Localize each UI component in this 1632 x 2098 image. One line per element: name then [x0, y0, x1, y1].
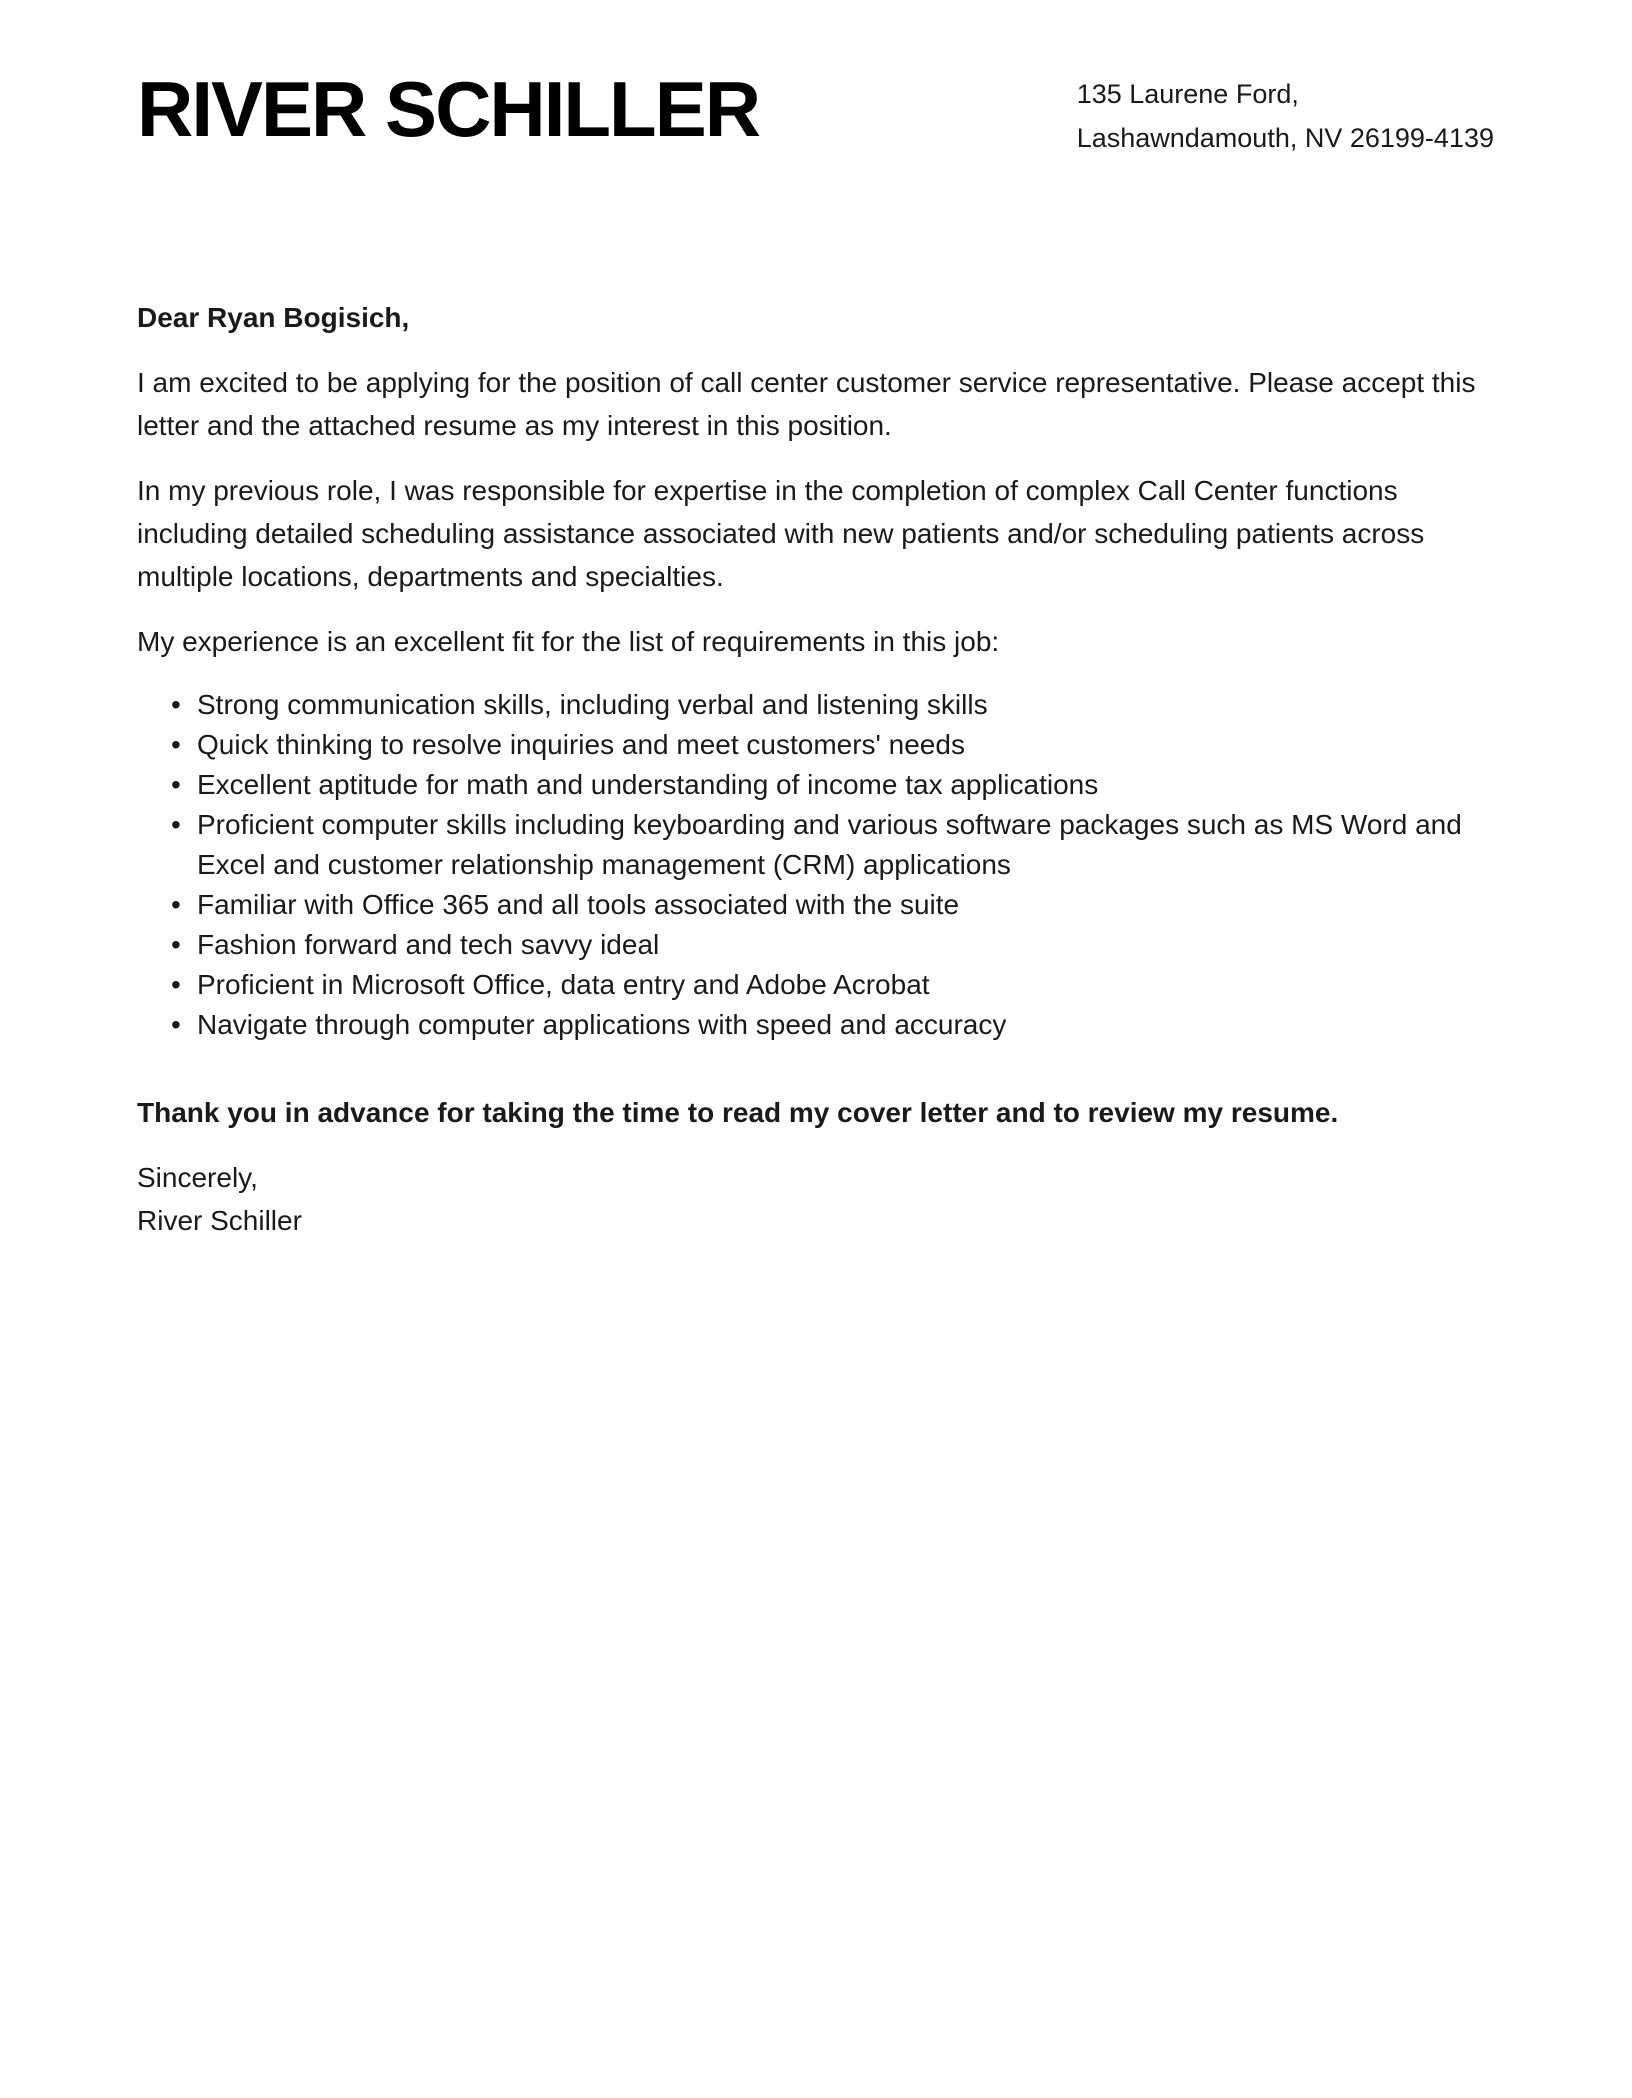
paragraph-intro: I am excited to be applying for the position of call center customer service representative. Please accept this letter and the attached resume as my interest in this position.	[137, 367, 1476, 441]
paragraph-previous-role: In my previous role, I was responsible for expertise in the completion of complex Call Center functions including detailed scheduling assistance associated with new patients and/or scheduling patients across multiple locations, departments and specialties.	[137, 475, 1425, 592]
signature-block	[137, 1156, 1494, 1242]
list-item: • Fashion forward and tech savvy ideal	[137, 925, 1494, 965]
requirements-list	[137, 685, 1494, 1045]
address-line-2: Lashawndamouth, NV 26199-4139	[1076, 123, 1494, 153]
list-item: • Navigate through computer applications with speed and accuracy	[137, 1005, 1494, 1045]
signature-name: River Schiller	[137, 1205, 302, 1236]
address-block	[1077, 72, 1494, 160]
letter-body	[137, 296, 1494, 1242]
closing: Sincerely,	[137, 1162, 258, 1193]
letter-header	[137, 65, 1494, 160]
address-line-1: 135 Laurene Ford,	[1076, 79, 1299, 109]
list-item: • Proficient in Microsoft Office, data entry and Adobe Acrobat	[137, 965, 1494, 1005]
list-item: • Proficient computer skills including keyboarding and various software packages such as MS Word and Excel and customer relationship management (CRM) applications	[137, 805, 1494, 885]
list-item: • Excellent aptitude for math and understanding of income tax applications	[137, 765, 1494, 805]
list-item: • Quick thinking to resolve inquiries and meet customers' needs	[137, 725, 1494, 765]
applicant-name: RIVER SCHILLER	[137, 65, 760, 153]
list-item: • Strong communication skills, including verbal and listening skills	[137, 685, 1494, 725]
thanks-line: Thank you in advance for taking the time to read my cover letter and to review my resume.	[137, 1097, 1339, 1128]
greeting: Dear Ryan Bogisich,	[137, 302, 410, 333]
list-item: • Familiar with Office 365 and all tools associated with the suite	[137, 885, 1494, 925]
paragraph-fit: My experience is an excellent fit for the list of requirements in this job:	[137, 626, 1000, 657]
